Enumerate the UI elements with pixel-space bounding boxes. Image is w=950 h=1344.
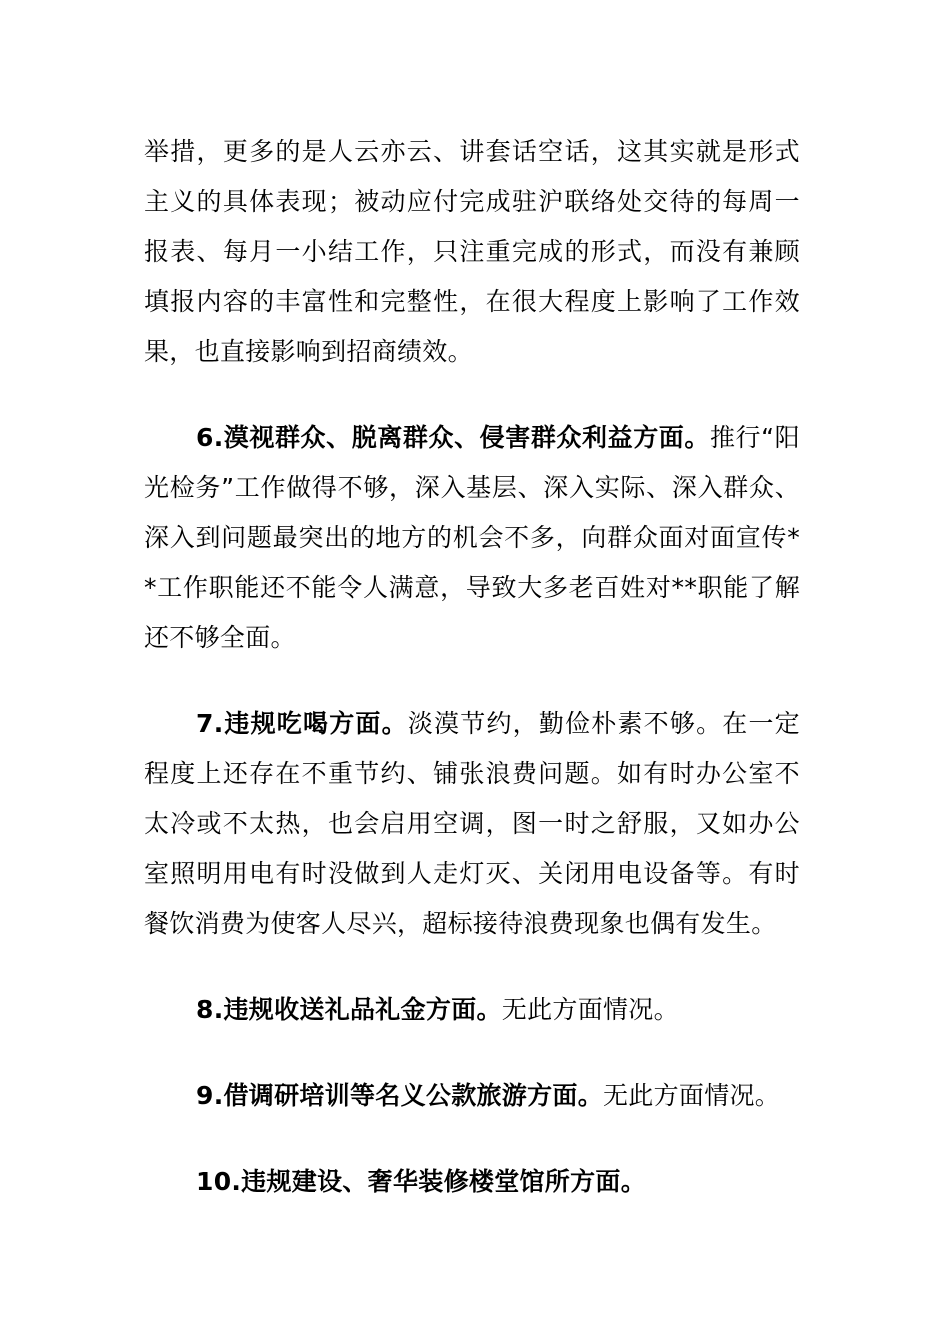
paragraph-item-8 [144,985,800,1035]
paragraph-item-9 [144,1071,800,1121]
paragraph-text: 无此方面情况。 [603,1081,781,1110]
paragraph-text: 推行“阳光检务”工作做得不够，深入基层、深入实际、深入群众、深入到问题最突出的地方的机会不多，向群众面对面宣传**工作职能还不能令人满意，导致大多老百姓对**职能了解还不够全面。 [144,423,800,652]
paragraph-continuation [144,127,800,377]
paragraph-item-6 [144,413,800,663]
paragraph-heading: 10.违规建设、奢华装修楼堂馆所方面。 [196,1167,646,1196]
document-body [144,127,800,1207]
paragraph-heading: 8.违规收送礼品礼金方面。 [196,995,502,1024]
paragraph-text: 举措，更多的是人云亦云、讲套话空话，这其实就是形式主义的具体表现；被动应付完成驻沪联络处交待的每周一报表、每月一小结工作，只注重完成的形式，而没有兼顾填报内容的丰富性和完整性，在很大程度上影响了工作效果，也直接影响到招商绩效。 [144,137,800,366]
paragraph-item-7 [144,699,800,949]
paragraph-heading: 6.漠视群众、脱离群众、侵害群众利益方面。 [196,423,710,452]
paragraph-heading: 9.借调研培训等名义公款旅游方面。 [196,1081,603,1110]
paragraph-item-10 [144,1157,800,1207]
paragraph-heading: 7.违规吃喝方面。 [196,709,408,738]
paragraph-text: 无此方面情况。 [501,995,679,1024]
paragraph-text: 淡漠节约，勤俭朴素不够。在一定程度上还存在不重节约、铺张浪费问题。如有时办公室不太冷或不太热，也会启用空调，图一时之舒服，又如办公室照明用电有时没做到人走灯灭、关闭用电设备等。有时餐饮消费为使客人尽兴，超标接待浪费现象也偶有发生。 [144,709,800,938]
